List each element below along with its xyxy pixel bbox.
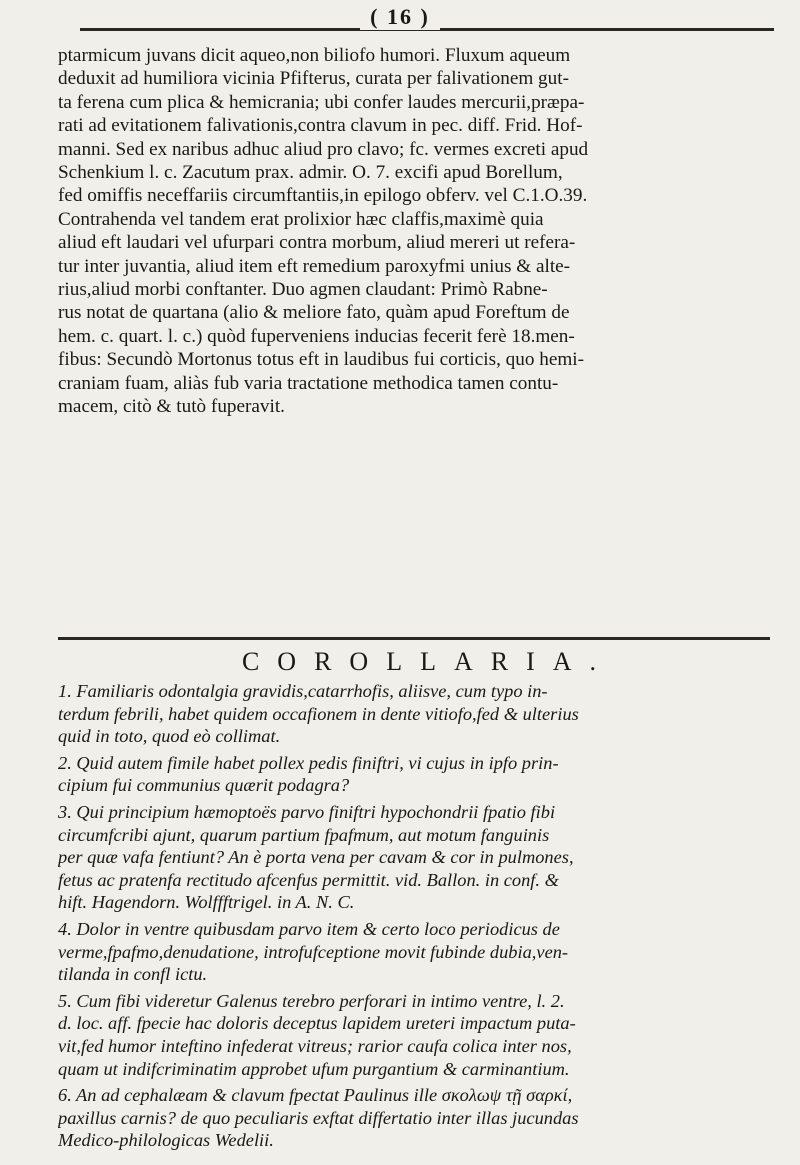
section-divider <box>58 637 770 640</box>
corollary-item <box>58 752 780 797</box>
corollary-line: tilanda in confl ictu. <box>58 964 208 985</box>
paragraph-line: rati ad evitationem falivationis,contra clavum in pec. diff. Frid. Hof- <box>58 115 583 137</box>
body-paragraph <box>58 44 778 419</box>
paragraph-line: fed omiffis neceffariis circumftantiis,in epilogo obferv. vel C.1.O.39. <box>58 185 588 207</box>
corollary-line: 2. Quid autem fimile habet pollex pedis finiftri, vi cujus in ipfo prin- <box>58 752 559 773</box>
paragraph-line: Schenkium l. c. Zacutum prax. admir. O. 7. excifi apud Borellum, <box>58 162 563 184</box>
paragraph-line: tur inter juvantia, aliud item eft remedium paroxyfmi unius & alte- <box>58 255 571 277</box>
corollary-item <box>58 680 780 748</box>
corollary-line: 4. Dolor in ventre quibusdam parvo item & certo loco periodicus de <box>58 918 560 939</box>
corollary-item <box>58 918 780 986</box>
page-number: ( 16 ) <box>360 4 440 30</box>
corollary-line: hift. Hagendorn. Wolffftrigel. in A. N. C. <box>58 892 355 913</box>
corollary-line: per quæ vafa fentiunt? An è porta vena per cavam & cor in pulmones, <box>58 847 574 868</box>
corollary-line: d. loc. aff. fpecie hac doloris deceptus lapidem ureteri impactum puta- <box>58 1013 576 1034</box>
corollary-line: paxillus carnis? de quo peculiaris exftat differtatio inter illas jucundas <box>58 1107 579 1128</box>
section-heading: COROLLARIA. <box>241 647 615 676</box>
paragraph-line: manni. Sed ex naribus adhuc aliud pro clavo; fc. vermes excreti apud <box>58 138 589 160</box>
corollary-line: verme,fpafmo,denudatione, introfufceptione movit fubinde dubia,ven- <box>58 941 569 962</box>
corollary-line: cipium fui communius quærit podagra? <box>58 775 350 796</box>
corollary-line: vit,fed humor inteftino infederat vitreus; rarior caufa colica inter nos, <box>58 1035 572 1056</box>
corollary-line: circumfcribi ajunt, quarum partium fpafmum, aut motum fanguinis <box>58 824 550 845</box>
corollary-line: 5. Cum fibi videretur Galenus terebro perforari in intimo ventre, l. 2. <box>58 990 565 1011</box>
corollary-item <box>58 990 780 1080</box>
corollary-line: fetus ac pratenfa rectitudo afcenfus permittit. vid. Ballon. in conf. & <box>58 869 559 890</box>
corollary-line: quam ut indifcriminatim approbet ufum purgantium & carminantium. <box>58 1058 570 1079</box>
paragraph-line: rus notat de quartana (alio & meliore fato, quàm apud Foreftum de <box>58 302 570 324</box>
paragraph-line: fibus: Secundò Mortonus totus eft in laudibus fui corticis, quo hemi- <box>58 349 584 371</box>
paragraph-line: aliud eft laudari vel ufurpari contra morbum, aliud mereri ut refera- <box>58 232 576 254</box>
paragraph-line: deduxit ad humiliora vicinia Pfifterus, curata per falivationem gut- <box>58 68 569 90</box>
corollary-line: 3. Qui principium hæmoptoës parvo finiftri hypochondrii fpatio fibi <box>58 801 556 822</box>
corollary-line: quid in toto, quod eò collimat. <box>58 726 281 747</box>
paragraph-line: hem. c. quart. l. c.) quòd fuperveniens inducias fecerit ferè 18.men- <box>58 325 575 347</box>
corollary-item <box>58 801 780 914</box>
corollary-line: 6. An ad cephalæam & clavum fpectat Paulinus ille σκολωψ τῇ σαρκί, <box>58 1085 573 1106</box>
corollaria-list <box>58 680 780 1156</box>
paragraph-line: ta ferena cum plica & hemicrania; ubi confer laudes mercurii,præpa- <box>58 91 585 113</box>
paragraph-line: ptarmicum juvans dicit aqueo,non biliofo humori. Fluxum aqueum <box>58 45 571 66</box>
corollary-item <box>58 1084 780 1152</box>
corollary-line: Medico-philologicas Wedelii. <box>58 1130 274 1151</box>
paragraph-line: rius,aliud morbi conftanter. Duo agmen claudant: Primò Rabne- <box>58 279 548 301</box>
corollary-line: 1. Familiaris odontalgia gravidis,catarrhofis, aliisve, cum typo in- <box>58 681 548 701</box>
paragraph-line: craniam fuam, aliàs fub varia tractatione methodica tamen contu- <box>58 372 559 394</box>
paragraph-line: macem, citò & tutò fuperavit. <box>58 396 285 418</box>
corollary-line: terdum febrili, habet quidem occafionem in dente vitiofo,fed & ulterius <box>58 703 579 724</box>
paragraph-line: Contrahenda vel tandem erat prolixior hæc claffis,maximè quia <box>58 208 544 230</box>
